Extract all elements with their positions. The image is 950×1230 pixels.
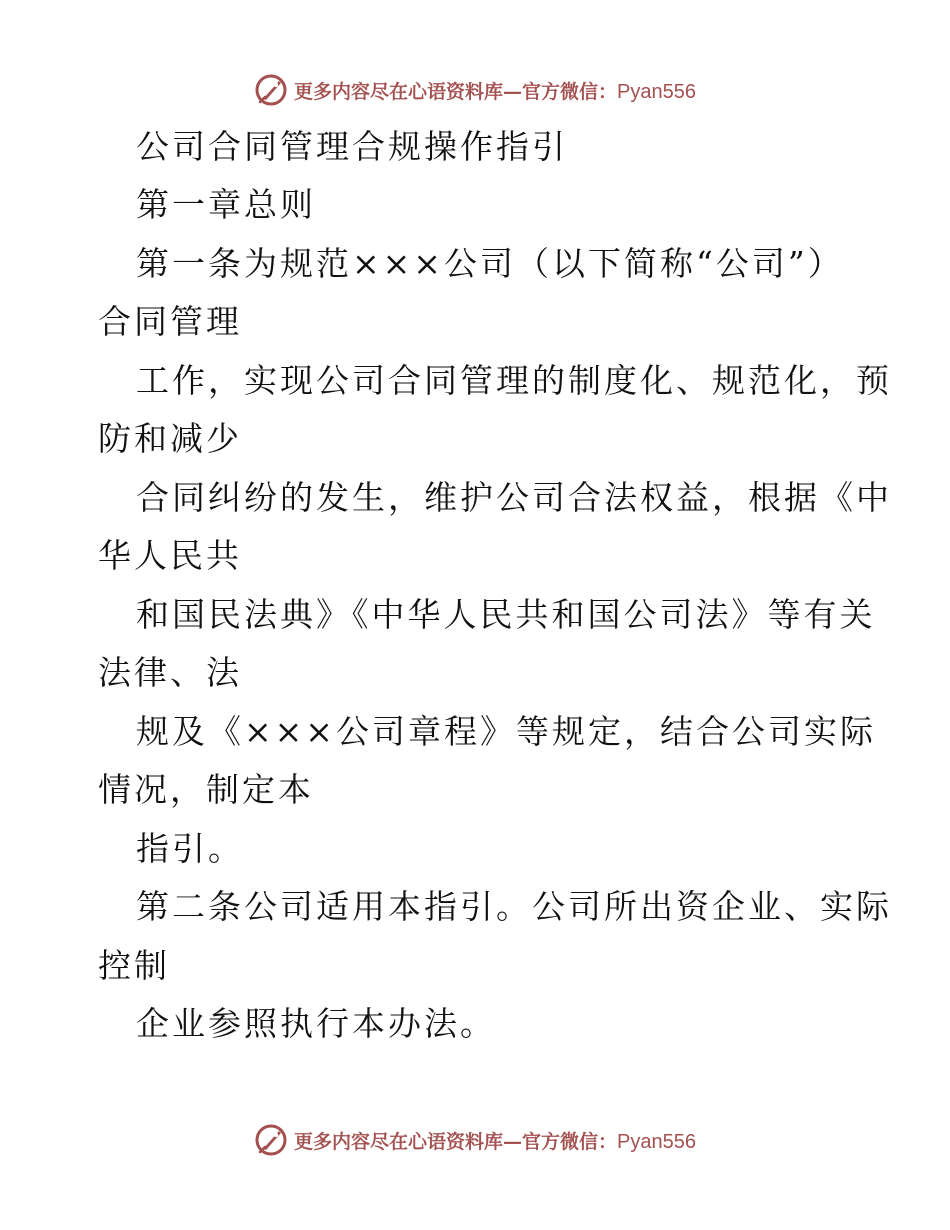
watermark-text: 更多内容尽在心语资料库—官方微信：Pyan556 bbox=[294, 1130, 696, 1153]
document-title: 公司合同管理合规操作指引 bbox=[136, 127, 568, 166]
watermark-text: 更多内容尽在心语资料库—官方微信：Pyan556 bbox=[294, 80, 696, 103]
paragraph-line: 工作，实现公司合同管理的制度化、规范化，预 bbox=[136, 361, 892, 400]
paragraph-line: 指引。 bbox=[136, 829, 244, 868]
paragraph-line: 第二条公司适用本指引。公司所出资企业、实际 bbox=[136, 887, 892, 926]
feather-pen-logo-icon bbox=[254, 1123, 288, 1157]
paragraph-line: 情况，制定本 bbox=[98, 770, 314, 809]
paragraph-line: 规及《×××公司章程》等规定，结合公司实际 bbox=[136, 712, 876, 751]
paragraph-line: 企业参照执行本办法。 bbox=[136, 1004, 496, 1043]
footer-watermark bbox=[0, 1120, 950, 1160]
paragraph-line: 华人民共 bbox=[98, 536, 242, 575]
paragraph-line: 防和减少 bbox=[98, 419, 242, 458]
paragraph-line: 第一条为规范×××公司（以下简称“公司”） bbox=[136, 244, 844, 283]
paragraph-line: 和国民法典》《中华人民共和国公司法》等有关 bbox=[136, 595, 876, 634]
paragraph-line: 法律、法 bbox=[98, 653, 242, 692]
paragraph-line: 控制 bbox=[98, 946, 170, 985]
paragraph-line: 合同管理 bbox=[98, 302, 242, 341]
paragraph-line: 合同纠纷的发生，维护公司合法权益，根据《中 bbox=[136, 478, 892, 517]
chapter-heading: 第一章总则 bbox=[136, 185, 316, 224]
